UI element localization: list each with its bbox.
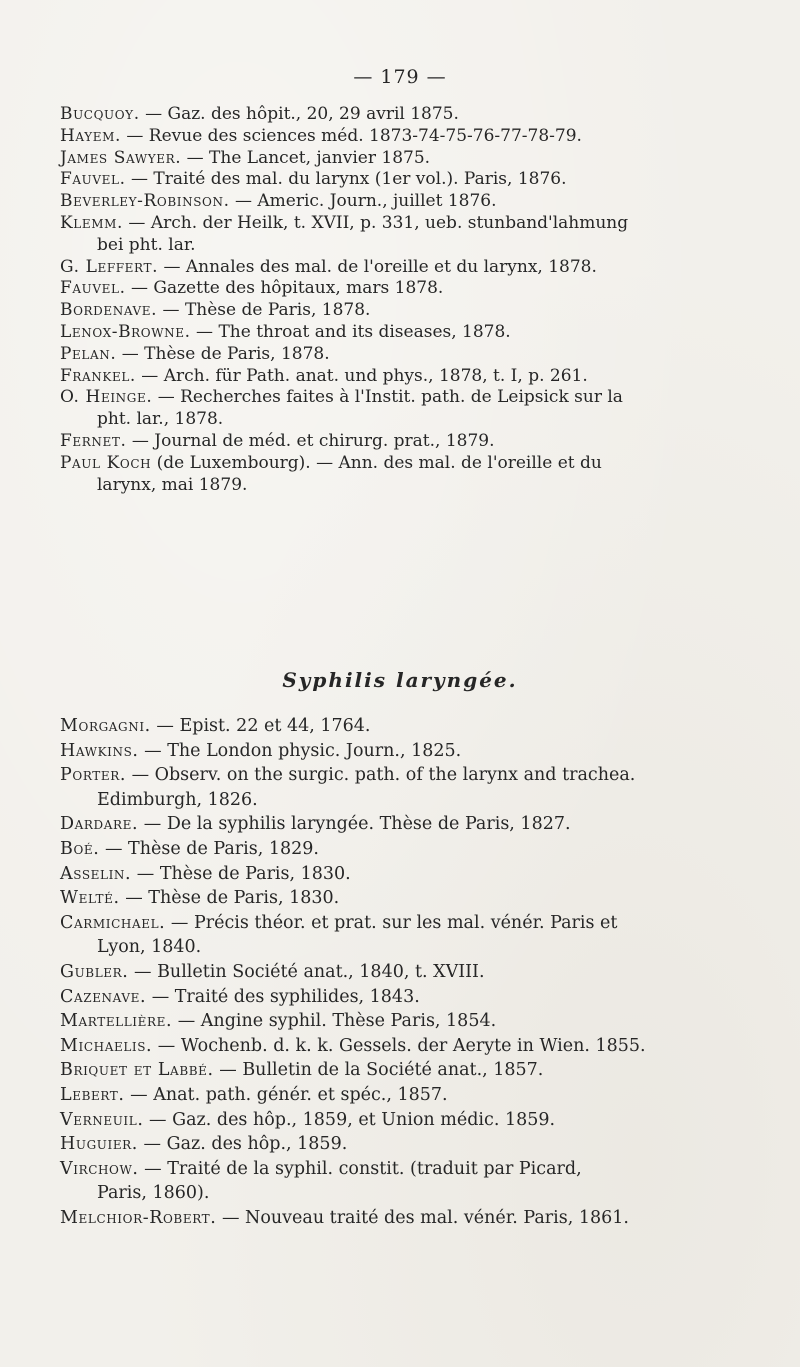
entry-reference: — Précis théor. et prat. sur les mal. vénér. Paris et <box>165 912 618 933</box>
bibliography-entry <box>0 1132 800 1157</box>
entry-reference: — Angine syphil. Thèse Paris, 1854. <box>172 1011 497 1032</box>
entry-author: Gubler. <box>60 961 129 982</box>
entry-author: Lebert. <box>60 1084 125 1105</box>
entry-author: Bordenave. <box>60 300 158 321</box>
entry-author: Welté. <box>60 888 120 909</box>
entry-reference-continuation: bei pht. lar. <box>97 234 196 255</box>
entry-author: Hayem. <box>60 125 121 146</box>
entry-author: G. Leffert. <box>60 256 159 277</box>
entry-author: Bucquoy. <box>60 104 140 124</box>
section-heading: Syphilis laryngée. <box>282 668 518 692</box>
bibliography-entry <box>0 322 800 344</box>
bibliography-list-laryngeal-syphilis <box>0 714 800 1230</box>
entry-reference: — Bulletin Société anat., 1840, t. XVIII. <box>128 961 485 982</box>
entry-reference: — Bulletin de la Société anat., 1857. <box>213 1060 544 1081</box>
bibliography-entry <box>0 387 800 431</box>
entry-reference: (de Luxembourg). — Ann. des mal. de l'oreille et du <box>151 452 602 473</box>
entry-reference: — Thèse de Paris, 1878. <box>116 343 330 364</box>
entry-reference: — Wochenb. d. k. k. Gessels. der Aeryte in Wien. 1855. <box>152 1035 646 1056</box>
entry-author: Fernet. <box>60 430 127 451</box>
entry-author: Dardare. <box>60 814 139 835</box>
bibliography-entry <box>0 886 800 911</box>
bibliography-entry <box>0 257 800 279</box>
entry-reference-continuation: Paris, 1860). <box>97 1183 210 1204</box>
entry-author: Huguier. <box>60 1134 138 1155</box>
entry-author: Martellière. <box>60 1011 173 1032</box>
entry-author: Virchow. <box>60 1158 139 1179</box>
bibliography-entry <box>0 1058 800 1083</box>
entry-reference: — Gaz. des hôpit., 20, 29 avril 1875. <box>139 104 459 124</box>
entry-reference: — Arch. für Path. anat. und phys., 1878, t. I, p. 261. <box>135 365 588 386</box>
bibliography-entry <box>0 126 800 148</box>
bibliography-entry <box>0 739 800 764</box>
bibliography-entry <box>0 1034 800 1059</box>
entry-reference: — Americ. Journ., juillet 1876. <box>229 191 497 212</box>
entry-author: Fauvel. <box>60 169 126 190</box>
bibliography-entry <box>0 191 800 213</box>
entry-reference: — Thèse de Paris, 1830. <box>119 888 340 909</box>
entry-author: Klemm. <box>60 212 124 233</box>
entry-author: Hawkins. <box>60 740 139 761</box>
entry-author: Michaelis. <box>60 1035 153 1056</box>
entry-author: Briquet et Labbé. <box>60 1060 214 1081</box>
bibliography-entry <box>0 985 800 1010</box>
entry-author: James Sawyer. <box>60 147 182 168</box>
entry-author: Melchior-Robert. <box>60 1207 217 1228</box>
entry-reference: — Annales des mal. de l'oreille et du larynx, 1878. <box>158 256 597 277</box>
bibliography-entry <box>0 1009 800 1034</box>
entry-reference: — Gaz. des hôp., 1859, et Union médic. 1859. <box>143 1109 556 1130</box>
bibliography-entry <box>0 1083 800 1108</box>
entry-reference: — Journal de méd. et chirurg. prat., 1879. <box>126 430 495 451</box>
bibliography-entry <box>0 148 800 170</box>
entry-reference: — Traité des mal. du larynx (1er vol.). Paris, 1876. <box>125 169 567 190</box>
bibliography-entry <box>0 837 800 862</box>
bibliography-entry <box>0 366 800 388</box>
bibliography-entry <box>0 1206 800 1231</box>
entry-author: O. Heinge. <box>60 387 153 408</box>
bibliography-entry <box>0 453 800 497</box>
bibliography-entry <box>0 1157 800 1206</box>
bibliography-list-laryngeal-phthisis <box>0 104 800 496</box>
entry-author: Lenox-Browne. <box>60 321 191 342</box>
bibliography-entry <box>0 169 800 191</box>
entry-reference: — Traité des syphilides, 1843. <box>146 986 420 1007</box>
page-number: — 179 — <box>353 66 447 88</box>
bibliography-entry <box>0 812 800 837</box>
entry-reference-continuation: larynx, mai 1879. <box>97 474 248 495</box>
entry-reference: — Epist. 22 et 44, 1764. <box>150 716 371 736</box>
bibliography-entry <box>0 431 800 453</box>
entry-reference: — The Lancet, janvier 1875. <box>181 147 431 168</box>
bibliography-entry <box>0 104 800 126</box>
entry-reference: — Gaz. des hôp., 1859. <box>137 1134 348 1155</box>
entry-reference: — Arch. der Heilk, t. XVII, p. 331, ueb. stunband'lahmung <box>123 212 629 233</box>
entry-author: Carmichael. <box>60 912 166 933</box>
entry-reference: — The throat and its diseases, 1878. <box>190 321 511 342</box>
bibliography-entry <box>0 278 800 300</box>
bibliography-entry <box>0 213 800 257</box>
entry-author: Porter. <box>60 765 126 786</box>
bibliography-entry <box>0 300 800 322</box>
entry-author: Cazenave. <box>60 986 147 1007</box>
entry-author: Frankel. <box>60 365 136 386</box>
entry-author: Beverley-Robinson. <box>60 191 230 212</box>
entry-author: Boé. <box>60 838 100 859</box>
entry-author: Morgagni. <box>60 716 151 736</box>
entry-reference: — Thèse de Paris, 1830. <box>131 863 351 884</box>
entry-author: Fauvel. <box>60 278 126 299</box>
entry-author: Verneuil. <box>60 1109 144 1130</box>
entry-reference-continuation: Lyon, 1840. <box>97 937 202 958</box>
entry-author: Asselin. <box>60 863 132 884</box>
bibliography-entry <box>0 1108 800 1133</box>
entry-author: Paul Koch <box>60 452 152 473</box>
entry-reference: — Thèse de Paris, 1878. <box>157 300 371 321</box>
entry-reference: — Revue des sciences méd. 1873-74-75-76-77-78-79. <box>120 125 582 146</box>
entry-reference: — Gazette des hôpitaux, mars 1878. <box>125 278 444 299</box>
entry-author: Pelan. <box>60 343 117 364</box>
entry-reference: — Anat. path. génér. et spéc., 1857. <box>124 1084 448 1105</box>
entry-reference: — Recherches faites à l'Instit. path. de Leipsick sur la <box>152 387 623 408</box>
entry-reference: — Nouveau traité des mal. vénér. Paris, 1861. <box>216 1207 629 1228</box>
entry-reference: — Traité de la syphil. constit. (traduit par Picard, <box>138 1158 582 1179</box>
bibliography-entry <box>0 862 800 887</box>
entry-reference: — De la syphilis laryngée. Thèse de Paris, 1827. <box>138 814 571 835</box>
entry-reference: — Thèse de Paris, 1829. <box>99 838 319 859</box>
entry-reference-continuation: Edimburgh, 1826. <box>97 789 258 810</box>
entry-reference: — The London physic. Journ., 1825. <box>138 740 462 761</box>
bibliography-entry <box>0 344 800 366</box>
bibliography-entry <box>0 763 800 812</box>
entry-reference: — Observ. on the surgic. path. of the larynx and trachea. <box>126 765 636 786</box>
entry-reference-continuation: pht. lar., 1878. <box>97 409 224 430</box>
bibliography-entry <box>0 714 800 739</box>
bibliography-entry <box>0 960 800 985</box>
bibliography-entry <box>0 911 800 960</box>
